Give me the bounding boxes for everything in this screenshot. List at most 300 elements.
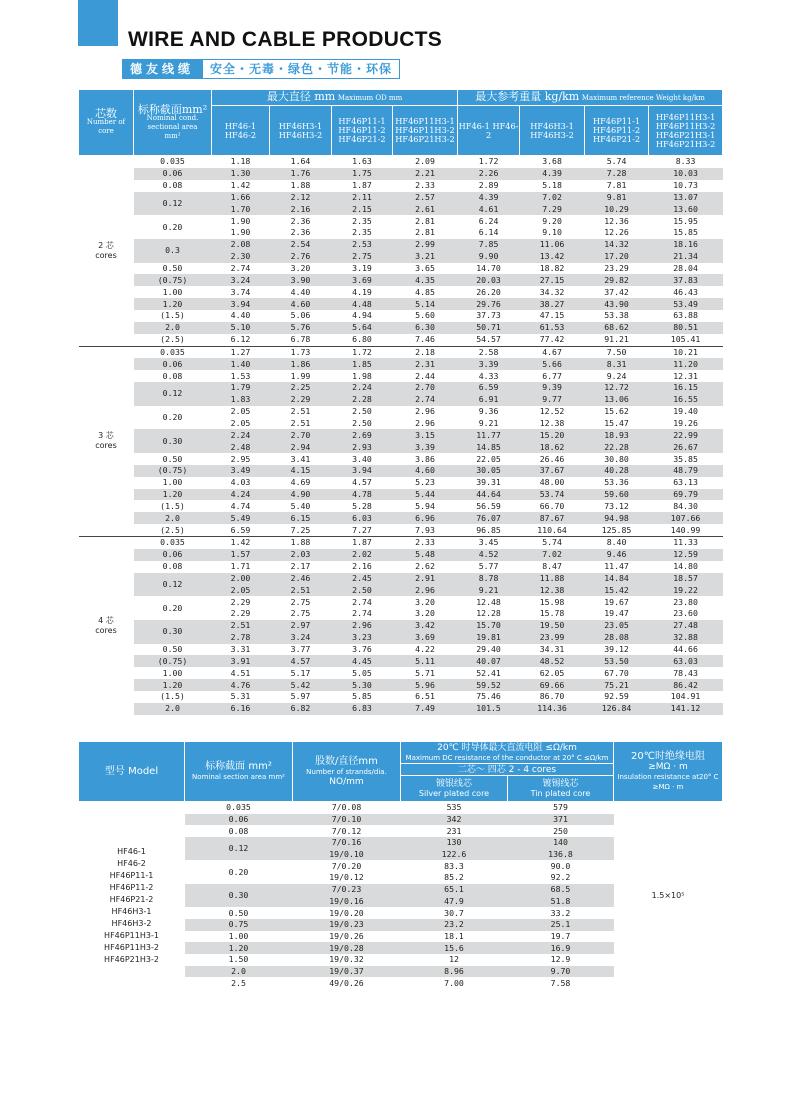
value-cell: 3.65 [415, 263, 435, 274]
value-cell: 5.05 [352, 667, 372, 678]
value-cell: 9.81 [585, 192, 649, 204]
value-cell: 2.12 [270, 192, 332, 204]
value-cell: 110.64 [537, 524, 567, 535]
value-cell: 3.20 [290, 263, 311, 274]
value-cell: 12.48 [476, 596, 501, 607]
value-cell: 2.08 [212, 239, 270, 251]
value-cell: 3.41 [290, 453, 311, 464]
value-cell: 11.33 [649, 537, 723, 549]
table-row [79, 286, 723, 298]
value-cell: 13.60 [649, 203, 723, 215]
value-cell: 2.11 [332, 192, 393, 204]
value-cell: 18.16 [649, 239, 723, 251]
value-cell: 1.63 [352, 156, 372, 167]
value-cell: 11.06 [520, 239, 585, 251]
value-cell: 2.75 [332, 251, 393, 263]
value-cell: 2.28 [332, 394, 393, 406]
value-cell: 22.99 [649, 429, 723, 441]
header-area: 标称截面mm² Nominal cond. sectional area mm² [134, 90, 212, 156]
value-cell: 19/0.12 [329, 872, 364, 883]
value-cell: 59.52 [458, 679, 520, 691]
value-cell: 3.15 [393, 429, 458, 441]
value-cell: 3.86 [415, 453, 435, 464]
core-count: 4 芯 [98, 615, 114, 625]
value-cell: 5.42 [270, 679, 332, 691]
value-cell: 4.19 [352, 286, 372, 297]
value-cell: 11.20 [649, 358, 723, 370]
value-cell: 4.85 [415, 286, 435, 297]
value-cell: 15.70 [458, 620, 520, 632]
value-cell: 1.64 [290, 156, 311, 167]
value-cell: 8.47 [542, 561, 562, 572]
value-cell: 28.08 [585, 632, 649, 644]
value-cell: 34.32 [539, 286, 565, 297]
value-cell: 250 [553, 825, 568, 836]
value-cell: 7/0.20 [331, 860, 362, 871]
table-row [79, 489, 723, 501]
value-cell: 69.79 [649, 489, 723, 501]
value-cell: 6.83 [332, 703, 393, 715]
value-cell: 2.33 [393, 537, 458, 549]
value-cell: 1.79 [212, 382, 270, 394]
value-cell: 26.67 [649, 441, 723, 453]
value-cell: 4.90 [270, 489, 332, 501]
value-cell: 2.02 [332, 549, 393, 561]
table-row [79, 310, 723, 322]
value-cell: 1.88 [290, 180, 311, 191]
value-cell: 61.53 [520, 322, 585, 334]
value-cell: 47.15 [539, 310, 565, 321]
value-cell: 2.05 [212, 584, 270, 596]
value-cell: 2.70 [393, 382, 458, 394]
value-cell: 4.57 [352, 477, 372, 488]
value-cell: 2.50 [332, 584, 393, 596]
value-cell: 6.59 [458, 382, 520, 394]
value-cell: 3.76 [352, 644, 372, 655]
value-cell: 2.51 [270, 584, 332, 596]
header-max-od: 最大直径 mm Maximum OD mm [212, 90, 458, 106]
value-cell: 2.44 [415, 370, 435, 381]
header-col-hf46p11: HF46P11-1 HF46P11-2 HF46P21-2 [332, 106, 393, 156]
value-cell: 1.98 [352, 370, 372, 381]
area-cell: (2.5) [160, 334, 185, 345]
table-row [79, 453, 723, 465]
table-row [79, 382, 723, 394]
value-cell: 19.26 [673, 417, 698, 428]
value-cell: 1.87 [332, 537, 393, 549]
value-cell: 4.60 [393, 465, 458, 477]
table-row [79, 655, 723, 667]
value-cell: 3.20 [415, 608, 435, 619]
value-cell: 76.07 [458, 512, 520, 524]
value-cell: 4.57 [270, 655, 332, 667]
value-cell: 140 [508, 837, 614, 849]
value-cell: 3.40 [352, 453, 372, 464]
area-cell: 1.20 [134, 298, 212, 310]
value-cell: 5.48 [393, 549, 458, 561]
value-cell: 19/0.26 [329, 930, 364, 941]
table-row [79, 620, 723, 632]
table-row [79, 334, 723, 346]
value-cell: 69.66 [520, 679, 585, 691]
value-cell: 7/0.16 [293, 837, 401, 849]
core-group-label [79, 346, 134, 537]
value-cell: 7.02 [520, 192, 585, 204]
area-cell: 0.20 [162, 602, 183, 613]
value-cell: 30.7 [444, 907, 464, 918]
table-row [79, 703, 723, 715]
value-cell: 2.96 [332, 620, 393, 632]
header-col-hf46-weight: HF46-1 HF46-2 [458, 106, 520, 156]
value-cell: 7.46 [415, 334, 435, 345]
value-cell: 9.21 [458, 584, 520, 596]
model-name: HF46P11-1 [109, 870, 154, 880]
value-cell: 2.81 [415, 227, 435, 238]
value-cell: 2.58 [458, 346, 520, 358]
value-cell: 80.51 [649, 322, 723, 334]
value-cell: 9.70 [508, 966, 614, 978]
value-cell: 92.59 [604, 691, 629, 702]
value-cell: 1.85 [332, 358, 393, 370]
value-cell: 2.46 [270, 573, 332, 585]
value-cell: 19/0.20 [329, 907, 364, 918]
value-cell: 9.39 [520, 382, 585, 394]
table-row [79, 802, 723, 814]
table-row [79, 156, 723, 168]
value-cell: 19/0.28 [293, 942, 401, 954]
value-cell: 16.55 [649, 394, 723, 406]
value-cell: 14.70 [476, 263, 501, 274]
table-row [79, 274, 723, 286]
value-cell: 4.60 [270, 298, 332, 310]
area-cell: (1.5) [160, 310, 185, 321]
value-cell: 1.42 [212, 537, 270, 549]
value-cell: 4.39 [520, 168, 585, 180]
table-row [79, 524, 723, 536]
value-cell: 1.87 [352, 180, 372, 191]
value-cell: 6.16 [212, 703, 270, 715]
value-cell: 15.95 [673, 215, 698, 226]
value-cell: 15.6 [401, 942, 508, 954]
value-cell: 73.12 [604, 500, 629, 511]
model-name: HF46H3-1 [111, 906, 152, 916]
value-cell: 15.62 [604, 406, 629, 417]
value-cell: 7/0.08 [331, 802, 362, 813]
core-count: 3 芯 [98, 431, 114, 441]
value-cell: 92.2 [550, 872, 571, 883]
value-cell: 15.42 [585, 584, 649, 596]
table-row [79, 239, 723, 251]
value-cell: 140.99 [670, 524, 701, 535]
area-cell: 2.0 [134, 703, 212, 715]
value-cell: 29.82 [585, 274, 649, 286]
value-cell: 5.71 [415, 667, 435, 678]
value-cell: 14.84 [585, 573, 649, 585]
value-cell: 2.50 [352, 406, 372, 417]
value-cell: 5.74 [520, 537, 585, 549]
value-cell: 53.36 [604, 477, 629, 488]
header-cores-range: 二芯～ 四芯 2 - 4 cores [401, 764, 614, 776]
value-cell: 43.90 [585, 298, 649, 310]
area-cell: 0.06 [185, 814, 293, 826]
value-cell: 6.15 [270, 512, 332, 524]
value-cell: 7/0.10 [293, 814, 401, 826]
value-cell: 14.32 [585, 239, 649, 251]
value-cell: 2.18 [393, 346, 458, 358]
value-cell: 18.57 [649, 573, 723, 585]
value-cell: 40.28 [585, 465, 649, 477]
value-cell: 7.00 [444, 977, 464, 988]
value-cell: 19/0.23 [293, 919, 401, 931]
value-cell: 3.90 [270, 274, 332, 286]
value-cell: 4.24 [212, 489, 270, 501]
area-cell: 1.00 [162, 286, 183, 297]
table-row [79, 429, 723, 441]
value-cell: 12.28 [476, 608, 501, 619]
value-cell: 4.69 [290, 477, 311, 488]
value-cell: 2.78 [212, 632, 270, 644]
value-cell: 5.06 [290, 310, 311, 321]
area-cell: 0.08 [162, 370, 183, 381]
value-cell: 87.67 [520, 512, 585, 524]
value-cell: 15.78 [539, 608, 565, 619]
value-cell: 52.41 [476, 667, 501, 678]
value-cell: 12 [449, 954, 459, 965]
area-cell: 0.08 [228, 825, 249, 836]
value-cell: 4.78 [332, 489, 393, 501]
area-cell: 1.20 [185, 942, 293, 954]
value-cell: 16.15 [649, 382, 723, 394]
brand-label: 德友线缆 [122, 59, 202, 79]
value-cell: 2.61 [393, 203, 458, 215]
header-tin-core: 镀锡线芯 Tin plated core [508, 776, 614, 802]
value-cell: 3.45 [458, 537, 520, 549]
header-dc-resistance: 20℃ 时导体最大直流电阻 ≤Ω/km Maximum DC resistance of the conductor at 20° C ≤Ω/km [401, 742, 614, 764]
value-cell: 535 [446, 802, 462, 813]
value-cell: 7.93 [415, 524, 435, 535]
value-cell: 5.10 [212, 322, 270, 334]
value-cell: 12.38 [539, 417, 565, 428]
table-row [79, 477, 723, 489]
value-cell: 2.36 [290, 215, 311, 226]
value-cell: 1.76 [270, 168, 332, 180]
value-cell: 3.24 [270, 632, 332, 644]
value-cell: 23.60 [673, 608, 698, 619]
value-cell: 10.29 [585, 203, 649, 215]
value-cell: 2.33 [415, 180, 435, 191]
value-cell: 7.58 [550, 977, 571, 988]
value-cell: 2.69 [332, 429, 393, 441]
table-row [79, 358, 723, 370]
value-cell: 7.29 [520, 203, 585, 215]
value-cell: 3.31 [230, 644, 251, 655]
area-cell: 0.50 [162, 263, 183, 274]
value-cell: 5.74 [606, 156, 627, 167]
value-cell: 342 [401, 814, 508, 826]
value-cell: 4.48 [332, 298, 393, 310]
value-cell: 3.23 [332, 632, 393, 644]
value-cell: 5.96 [393, 679, 458, 691]
header-cores: 芯数 Number of core [79, 90, 134, 156]
area-cell: 0.035 [134, 346, 212, 358]
value-cell: 5.76 [270, 322, 332, 334]
table-row [79, 180, 723, 192]
model-list [79, 802, 185, 990]
value-cell: 10.03 [649, 168, 723, 180]
value-cell: 4.03 [230, 477, 251, 488]
value-cell: 8.78 [458, 573, 520, 585]
value-cell: 48.00 [539, 477, 565, 488]
value-cell: 5.49 [212, 512, 270, 524]
value-cell: 19.22 [649, 584, 723, 596]
value-cell: 54.57 [476, 334, 501, 345]
value-cell: 2.29 [270, 394, 332, 406]
table-row [79, 168, 723, 180]
value-cell: 3.20 [415, 596, 435, 607]
area-cell: 0.08 [162, 180, 183, 191]
insulation-value: 1.5×10⁵ [614, 802, 723, 990]
value-cell: 9.46 [585, 549, 649, 561]
area-cell: 1.00 [228, 930, 249, 941]
value-cell: 5.23 [415, 477, 435, 488]
value-cell: 5.94 [415, 500, 435, 511]
value-cell: 33.2 [550, 907, 571, 918]
value-cell: 65.1 [401, 884, 508, 896]
value-cell: 15.20 [520, 429, 585, 441]
area-cell: 0.08 [162, 561, 183, 572]
value-cell: 9.24 [606, 370, 627, 381]
value-cell: 371 [508, 814, 614, 826]
area-cell: 2.0 [185, 966, 293, 978]
value-cell: 8.31 [585, 358, 649, 370]
value-cell: 3.94 [212, 298, 270, 310]
core-count: 2 芯 [98, 240, 114, 250]
value-cell: 18.1 [444, 930, 464, 941]
value-cell: 10.21 [649, 346, 723, 358]
value-cell: 2.36 [290, 227, 311, 238]
value-cell: 11.88 [520, 573, 585, 585]
value-cell: 15.98 [539, 596, 565, 607]
value-cell: 25.1 [508, 919, 614, 931]
value-cell: 75.21 [585, 679, 649, 691]
value-cell: 4.40 [290, 286, 311, 297]
value-cell: 90.0 [550, 860, 571, 871]
value-cell: 3.68 [542, 156, 562, 167]
value-cell: 2.15 [332, 203, 393, 215]
value-cell: 19.7 [550, 930, 571, 941]
value-cell: 7.28 [585, 168, 649, 180]
value-cell: 2.93 [332, 441, 393, 453]
value-cell: 4.51 [230, 667, 251, 678]
page-title: WIRE AND CABLE PRODUCTS [128, 28, 443, 51]
value-cell: 2.29 [230, 596, 251, 607]
table-row [79, 263, 723, 275]
value-cell: 2.57 [393, 192, 458, 204]
value-cell: 9.90 [458, 251, 520, 263]
value-cell: 12.9 [550, 954, 571, 965]
value-cell: 1.83 [212, 394, 270, 406]
area-cell: 0.035 [134, 537, 212, 549]
area-cell: 1.00 [162, 667, 183, 678]
value-cell: 63.03 [649, 655, 723, 667]
value-cell: 6.96 [393, 512, 458, 524]
header-col-hf46h3-weight: HF46H3-1 HF46H3-2 [520, 106, 585, 156]
value-cell: 2.03 [270, 549, 332, 561]
value-cell: 1.27 [212, 346, 270, 358]
value-cell: 1.99 [290, 370, 311, 381]
area-cell: 0.12 [134, 382, 212, 406]
value-cell: 27.48 [649, 620, 723, 632]
value-cell: 105.41 [670, 334, 701, 345]
value-cell: 27.15 [520, 274, 585, 286]
value-cell: 2.62 [415, 561, 435, 572]
value-cell: 126.84 [585, 703, 649, 715]
value-cell: 15.47 [604, 417, 629, 428]
value-cell: 18.62 [520, 441, 585, 453]
value-cell: 78.43 [673, 667, 698, 678]
value-cell: 44.66 [673, 644, 698, 655]
value-cell: 66.70 [539, 500, 565, 511]
value-cell: 1.90 [230, 215, 251, 226]
value-cell: 56.59 [476, 500, 501, 511]
value-cell: 19/0.32 [329, 954, 364, 965]
value-cell: 9.20 [542, 215, 562, 226]
value-cell: 26.20 [476, 286, 501, 297]
value-cell: 63.88 [673, 310, 698, 321]
table-row [79, 644, 723, 656]
area-cell: 2.0 [134, 322, 212, 334]
value-cell: 77.42 [539, 334, 565, 345]
value-cell: 51.8 [508, 896, 614, 908]
value-cell: 2.05 [230, 417, 251, 428]
value-cell: 59.60 [585, 489, 649, 501]
value-cell: 5.17 [290, 667, 311, 678]
value-cell: 4.39 [458, 192, 520, 204]
table-row [79, 298, 723, 310]
value-cell: 6.82 [270, 703, 332, 715]
value-cell: 34.31 [539, 644, 565, 655]
value-cell: 104.91 [670, 691, 701, 702]
value-cell: 29.40 [476, 644, 501, 655]
value-cell: 5.40 [290, 500, 311, 511]
value-cell: 19/0.37 [293, 966, 401, 978]
value-cell: 2.91 [393, 573, 458, 585]
value-cell: 3.69 [332, 274, 393, 286]
value-cell: 7.27 [352, 524, 372, 535]
core-group-label [79, 537, 134, 715]
table-row [79, 549, 723, 561]
table-row [79, 512, 723, 524]
value-cell: 2.75 [290, 596, 311, 607]
value-cell: 4.35 [393, 274, 458, 286]
value-cell: 53.38 [604, 310, 629, 321]
value-cell: 2.96 [415, 406, 435, 417]
area-cell: 0.75 [185, 919, 293, 931]
value-cell: 3.39 [393, 441, 458, 453]
header-model: 型号 Model [79, 742, 185, 802]
value-cell: 1.90 [230, 227, 251, 238]
value-cell: 12.31 [673, 370, 698, 381]
value-cell: 13.42 [520, 251, 585, 263]
value-cell: 1.70 [212, 203, 270, 215]
value-cell: 91.21 [604, 334, 629, 345]
value-cell: 2.45 [332, 573, 393, 585]
value-cell: 2.16 [270, 203, 332, 215]
value-cell: 1.18 [230, 156, 251, 167]
value-cell: 13.06 [585, 394, 649, 406]
value-cell: 19.40 [673, 406, 698, 417]
value-cell: 5.30 [332, 679, 393, 691]
